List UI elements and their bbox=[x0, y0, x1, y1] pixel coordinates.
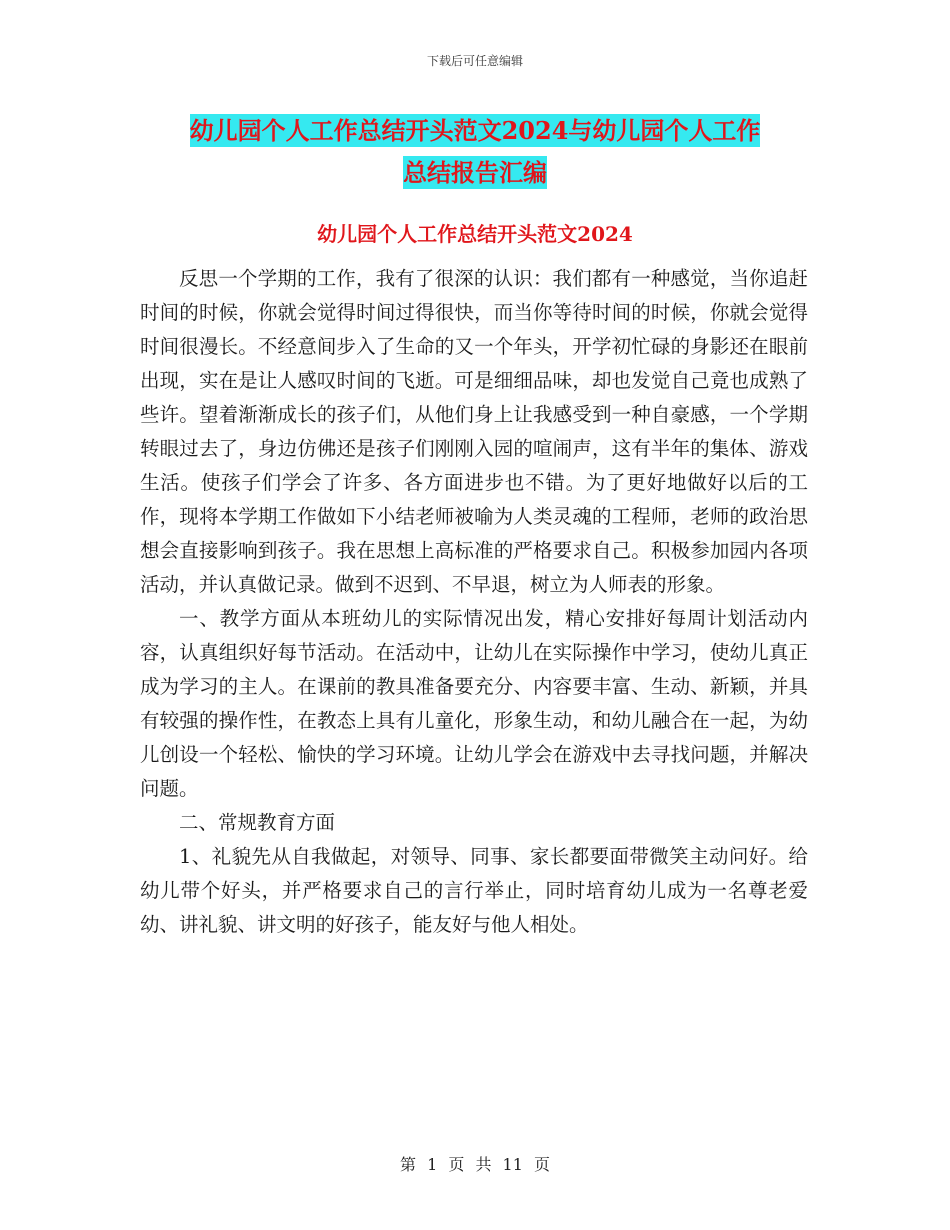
document-title-line2: 总结报告汇编 bbox=[403, 158, 547, 187]
paragraph: 1、礼貌先从自我做起，对领导、同事、家长都要面带微笑主动问好。给幼儿带个好头，并严格要求自己的言行举止，同时培育幼儿成为一名尊老爱幼、讲礼貌、讲文明的好孩子，能友好与他人相处。 bbox=[140, 845, 808, 936]
page-number-footer: 第 1 页 共 11 页 bbox=[400, 1155, 550, 1174]
paragraph: 二、常规教育方面 bbox=[179, 811, 336, 834]
section-title: 幼儿园个人工作总结开头范文2024 bbox=[317, 222, 633, 246]
paragraph: 反思一个学期的工作，我有了很深的认识：我们都有一种感觉，当你追赶时间的时候，你就会觉得时间过得很快，而当你等待时间的时候，你就会觉得时间很漫长。不经意间步入了生命的又一个年头，开学初忙碌的身影还在眼前出现，实在是让人感叹时间的飞逝。可是细细品味，却也发觉自己竟也成熟了些许。望着渐渐成长的孩子们，从他们身上让我感受到一种自豪感，一个学期转眼过去了，身边仿佛还是孩子们刚刚入园的喧闹声，这有半年的集体、游戏生活。使孩子们学会了许多、各方面进步也不错。为了更好地做好以后的工作，现将本学期工作做如下小结老师被喻为人类灵魂的工程师，老师的政治思想会直接影响到孩子。我在思想上高标准的严格要求自己。积极参加园内各项活动，并认真做记录。做到不迟到、不早退，树立为人师表的形象。 bbox=[140, 267, 808, 596]
document-title bbox=[140, 110, 810, 194]
document-title-line1: 幼儿园个人工作总结开头范文2024与幼儿园个人工作 bbox=[189, 116, 761, 145]
document-body bbox=[140, 262, 808, 942]
paragraph: 一、教学方面从本班幼儿的实际情况出发，精心安排好每周计划活动内容，认真组织好每节活动。在活动中，让幼儿在实际操作中学习，使幼儿真正成为学习的主人。在课前的教具准备要充分、内容要丰富、生动、新颖，并具有较强的操作性，在教态上具有儿童化，形象生动，和幼儿融合在一起，为幼儿创设一个轻松、愉快的学习环境。让幼儿学会在游戏中去寻找问题，并解决问题。 bbox=[140, 607, 808, 800]
page-header-note: 下载后可任意编辑 bbox=[426, 54, 523, 68]
